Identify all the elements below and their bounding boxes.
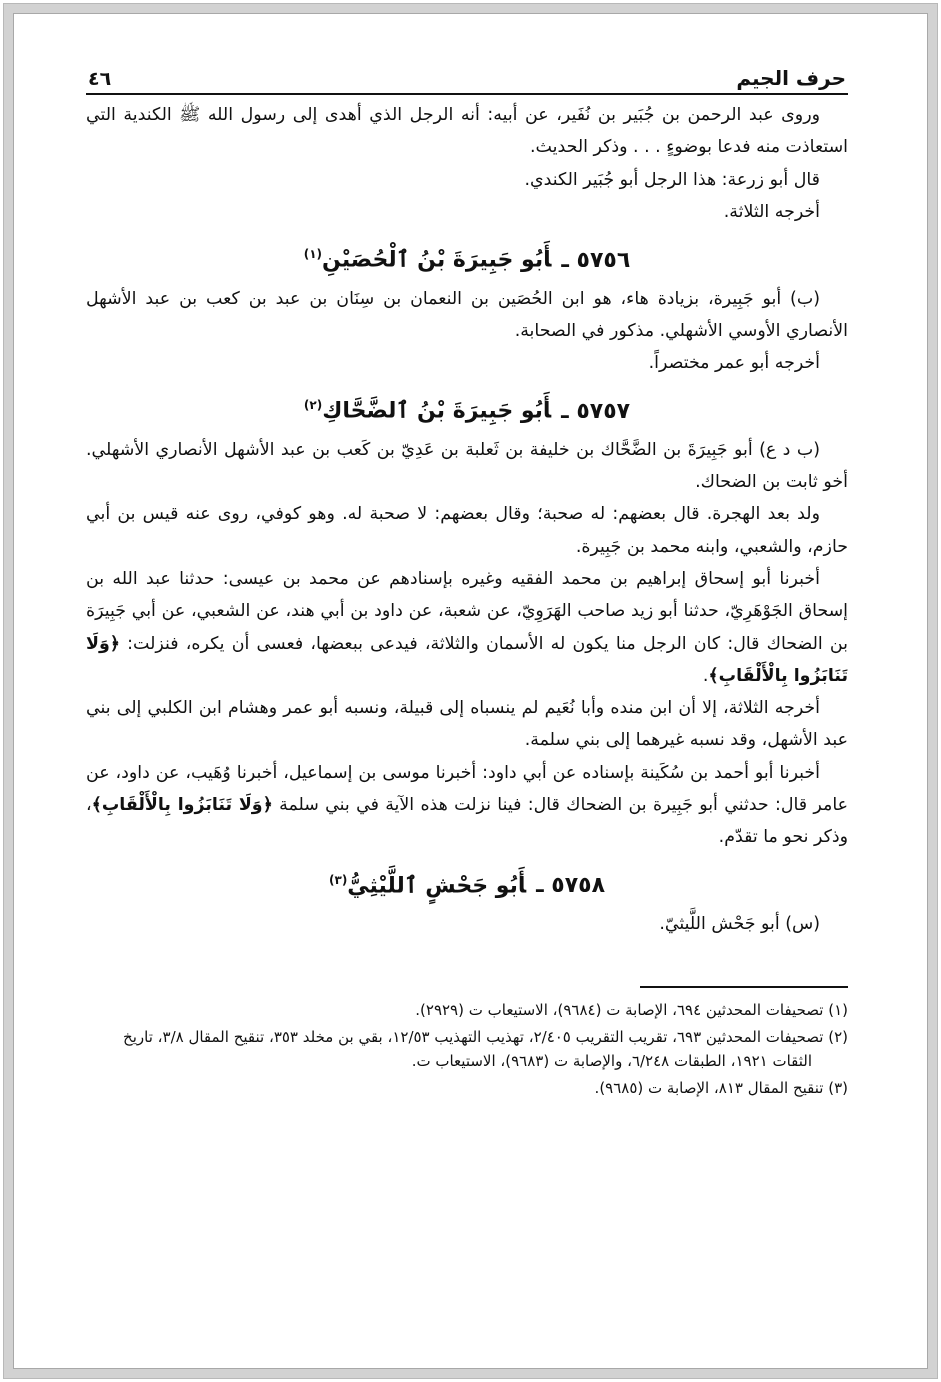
entry-number: ٥٧٥٨ ـ [536,872,605,898]
intro-paragraph: أخرجه الثلاثة. [723,201,820,222]
entry-title: أَبُو جَبِيرَةَ بْنُ ٱلضَّحَّاكِ [322,398,552,424]
running-header [86,58,848,95]
footnote: (١) تصحيفات المحدثين ٦٩٤، الإصابة ت (٩٦٨٤)، الاستيعاب ت (٢٩٢٩). [415,1001,848,1020]
intro-paragraph: قال أبو زرعة: هذا الرجل أبو جُبَير الكندي. [524,169,820,190]
entry-heading-5756 [86,234,848,280]
entry-paragraph: (ب د ع) أبو جَبِيرَةَ بن الضَّحَّاك بن خليفة بن ثَعلبة بن عَدِيّ بن كَعب بن عبد الأشهل الأنصاري الأشهلي. أخو ثابت بن الضحاك. [86,439,848,493]
footnote: (٣) تنقيح المقال ٨١٣، الإصابة ت (٩٦٨٥). [594,1079,848,1098]
intro-paragraph: وروى عبد الرحمن بن جُبَير بن نُفَير، عن أبيه: أنه الرجل الذي أهدى إلى رسول الله ﷺ الكندية التي استعاذت منه فدعا بوضوءٍ . . . وذكر الحديث. [86,105,848,158]
entry-number: ٥٧٥٦ ـ [561,247,631,273]
entry-paragraph: أخرجه الثلاثة، إلا أن ابن منده وأبا نُعَيم لم ينسباه إلى قبيلة، ونسبه أبو عمر وهشام ابن الكلبي إلى بني عبد الأشهل، وقد نسبه غيرهما إلى بني سلمة. [86,698,848,751]
paragraph-text: أخبرنا أبو أحمد بن سُكَينة بإسناده عن أبي داود: أخبرنا موسى بن إسماعيل، أخبرنا وُهَيب، عن داود، عن عامر قال: حدثني أبو جَبِيرة بن الضحاك قال: فينا نزلت هذه الآية في بني سلمة [86,762,849,815]
footnote-separator [640,986,848,988]
footnotes [86,998,848,1100]
entry-paragraph: ولد بعد الهجرة. قال بعضهم: له صحبة؛ وقال بعضهم: لا صحبة له. وهو كوفي، روى عنه قيس بن أبي حازم، والشعبي، وابنه محمد بن جَبِيرة. [86,504,848,557]
entry-paragraph: (ب) أبو جَبِيرة، بزيادة هاء، هو ابن الحُصَين بن النعمان بن سِنَان بن عبد بن كعب بن عبد الأشهل الأنصاري الأوسي الأشهلي. مذكور في الصحابة. [86,288,848,341]
paragraph-text: أخبرنا أبو إسحاق إبراهيم بن محمد الفقيه وغيره بإسنادهم عن محمد بن عيسى: حدثنا عبد الله بن إسحاق الجَوْهَرِيّ، حدثنا أبو زيد صاحب الهَرَوِيّ، عن شعبة، عن داود بن أبي هند، عن الشعبي، عن أبي جَبِيرَة بن الضحاك قال: كان الرجل منا يكون له الأسمان والثلاثة، فيدعى ببعضها، فعسى أن يكره، فنزلت: [86,568,848,654]
footnote-mark: (٣) [329,872,348,887]
entry-title: أَبُو جَحْشٍ ٱللَّيْثِيُّ [347,872,527,898]
entry-number: ٥٧٥٧ ـ [561,398,631,424]
entry-heading-5757 [86,385,848,431]
entry-paragraph [86,757,848,854]
entry-paragraph: أخرجه أبو عمر مختصراً. [648,353,820,374]
main-text [86,99,848,940]
entry-title: أَبُو جَبِيرَةَ بْنُ ٱلْحُصَيْنِ [322,247,552,273]
paragraph-end: . [702,665,709,686]
header-title: حرف الجيم [736,66,846,90]
page-number: ٤٦ [88,68,112,90]
quran-quote: ﴿وَلَا تَنَابَزُوا بِالْأَلْقَابِ﴾ [91,795,273,815]
footnote-mark: (٢) [303,398,323,413]
footnote-mark: (١) [303,247,323,262]
entry-paragraph: (س) أبو جَحْش اللَّيثيّ. [659,913,820,934]
paragraph-end: ، وذكر نحو ما تقدّم. [86,795,848,848]
entry-heading-5758 [86,860,848,906]
entry-paragraph [86,563,848,692]
document-page [86,58,848,1103]
quran-quote: ﴿وَلَا تَنَابَزُوا بِالْأَلْقَابِ﴾ [86,633,848,686]
footnote: (٢) تصحيفات المحدثين ٦٩٣، تقريب التقريب ٢/٤٠٥، تهذيب التهذيب ١٢/٥٣، بقي بن مخلد ٣٥٣، تنقيح المقال ٣/٨، تاريخ الثقات ١٩٢١، الطبقات ٦/٢٤٨، والإصابة ت (٩٦٨٣)، الاستيعاب ت. [123,1028,848,1071]
